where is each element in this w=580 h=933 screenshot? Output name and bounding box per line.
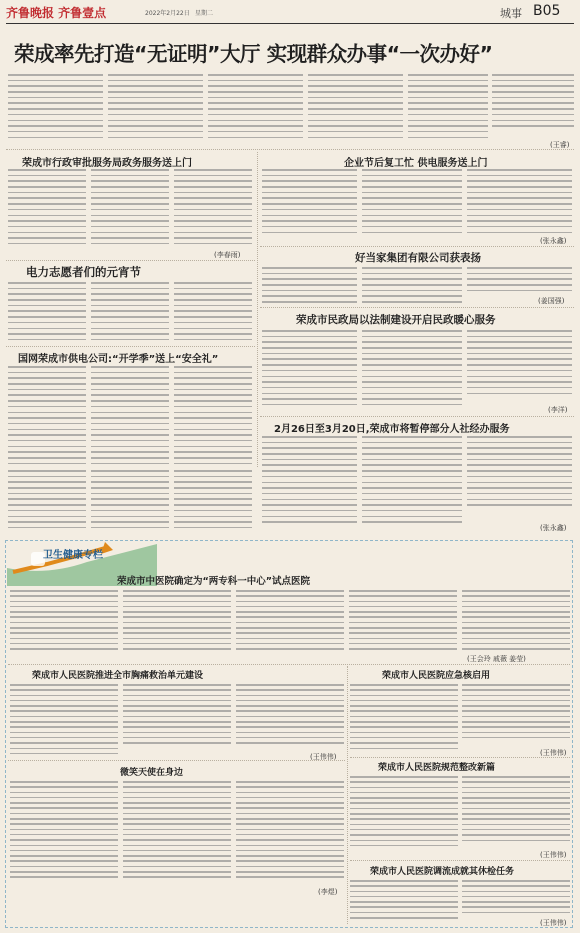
article-1-body-a	[8, 169, 86, 249]
article-2-body-a	[8, 282, 86, 342]
article-1-body-c	[174, 169, 252, 249]
divider	[350, 757, 570, 758]
article-4-body-b	[362, 169, 462, 239]
health-sub3-col2	[123, 781, 231, 886]
divider	[6, 260, 255, 261]
health-lead-author: (王会玲 戚薇 姜莹)	[467, 655, 526, 663]
article-title-7: 2月26日至3月20日,荣成市将暂停部分人社经办服务	[274, 424, 510, 435]
article-4-body-a	[262, 169, 357, 239]
lead-author: (王睿)	[550, 141, 570, 149]
health-banner-title: 卫生健康专栏	[43, 550, 103, 561]
article-4-body-c	[467, 169, 572, 239]
health-sub5-col1	[350, 880, 458, 924]
health-sub2-col2	[462, 684, 570, 746]
health-sub4-col1	[350, 776, 458, 856]
issue-weekday: 星期二	[195, 10, 214, 17]
lead-body-col1	[8, 74, 103, 144]
article-title-4: 企业节后复工忙 供电服务送上门	[344, 158, 488, 169]
newspaper-logo: 齐鲁晚报 齐鲁壹点	[6, 6, 107, 20]
article-3-body-b	[91, 366, 169, 466]
health-lead-col5	[462, 590, 570, 652]
health-sub4-author: (王伟伟)	[540, 851, 567, 859]
article-title-1: 荣成市行政审批服务局政务服务送上门	[22, 158, 192, 169]
health-headline: 荣成市中医院确定为“两专科一中心”试点医院	[117, 576, 310, 587]
article-1-body-b	[91, 169, 169, 249]
lead-headline: 荣成率先打造“无证明”大厅 实现群众办事“一次办好”	[14, 42, 493, 66]
article-title-3: 国网荣成市供电公司:“开学季”送上“安全礼”	[18, 354, 219, 365]
health-sub4-col2	[462, 776, 570, 848]
health-sub2-author: (王伟伟)	[540, 749, 567, 757]
health-subhead-3: 微笑天使在身边	[120, 768, 184, 778]
divider	[260, 246, 574, 247]
lead-body-col3	[208, 74, 303, 144]
article-7-body-c	[467, 436, 572, 516]
health-sub3-author: (李煜)	[318, 888, 338, 896]
health-sub1-author: (王伟伟)	[310, 753, 337, 761]
lead-body-col6	[492, 74, 574, 134]
article-title-2: 电力志愿者们的元宵节	[26, 265, 141, 279]
masthead	[0, 0, 580, 22]
article-7-body-a	[262, 436, 357, 531]
health-lead-col3	[236, 590, 344, 652]
health-lead-col1	[10, 590, 118, 652]
article-3-body-d	[8, 470, 86, 535]
article-2-body-b	[91, 282, 169, 342]
article-4-author: (张永鑫)	[540, 237, 567, 245]
divider	[8, 664, 570, 665]
health-sub2-col1	[350, 684, 458, 754]
lead-body-col4	[308, 74, 403, 144]
article-3-body-e	[91, 470, 169, 535]
health-sub5-col2	[462, 880, 570, 920]
article-title-6: 荣成市民政局以法制建设开启民政暖心服务	[296, 314, 496, 326]
column-divider	[257, 152, 258, 467]
article-title-5: 好当家集团有限公司获表扬	[355, 252, 481, 264]
article-6-body-b	[362, 330, 462, 410]
health-lead-col4	[349, 590, 457, 652]
article-3-body-a	[8, 366, 86, 466]
masthead-rule	[6, 23, 574, 24]
issue-date: 2022年2月22日	[145, 10, 190, 17]
divider	[260, 307, 574, 308]
section-name: 城事	[500, 7, 522, 20]
lead-body-col2	[108, 74, 203, 144]
health-subhead-2: 荣成市人民医院应急核启用	[382, 671, 491, 681]
article-1-author: (李春雨)	[214, 251, 241, 259]
article-6-body-c	[467, 330, 572, 402]
article-5-body-b	[362, 267, 462, 305]
divider	[6, 149, 574, 150]
health-sub3-col3	[236, 781, 344, 886]
article-7-author: (张永鑫)	[540, 524, 567, 532]
divider	[6, 346, 255, 347]
health-lead-col2	[123, 590, 231, 652]
article-3-body-c	[174, 366, 252, 466]
article-6-author: (李洋)	[548, 406, 568, 414]
article-3-body-f	[174, 470, 252, 535]
article-5-author: (姜国强)	[538, 297, 565, 305]
article-5-body-c	[467, 267, 572, 297]
divider	[8, 760, 345, 761]
health-sub1-col3	[236, 684, 344, 752]
divider	[350, 860, 570, 861]
health-subhead-1: 荣成市人民医院推进全市胸痛救治单元建设	[32, 671, 204, 681]
health-sub1-col2	[123, 684, 231, 752]
page-number: B05	[533, 3, 561, 19]
article-5-body-a	[262, 267, 357, 305]
column-divider	[347, 666, 348, 924]
lead-body-col5	[408, 74, 488, 144]
article-2-body-c	[174, 282, 252, 342]
health-sub5-author: (王伟伟)	[540, 919, 567, 927]
health-subhead-5: 荣成市人民医院调流成就其休检任务	[370, 867, 515, 877]
health-subhead-4: 荣成市人民医院规范整改新篇	[378, 763, 496, 773]
article-6-body-a	[262, 330, 357, 410]
health-sub3-col1	[10, 781, 118, 886]
health-sub1-col1	[10, 684, 118, 759]
article-7-body-b	[362, 436, 462, 531]
divider	[260, 416, 574, 417]
